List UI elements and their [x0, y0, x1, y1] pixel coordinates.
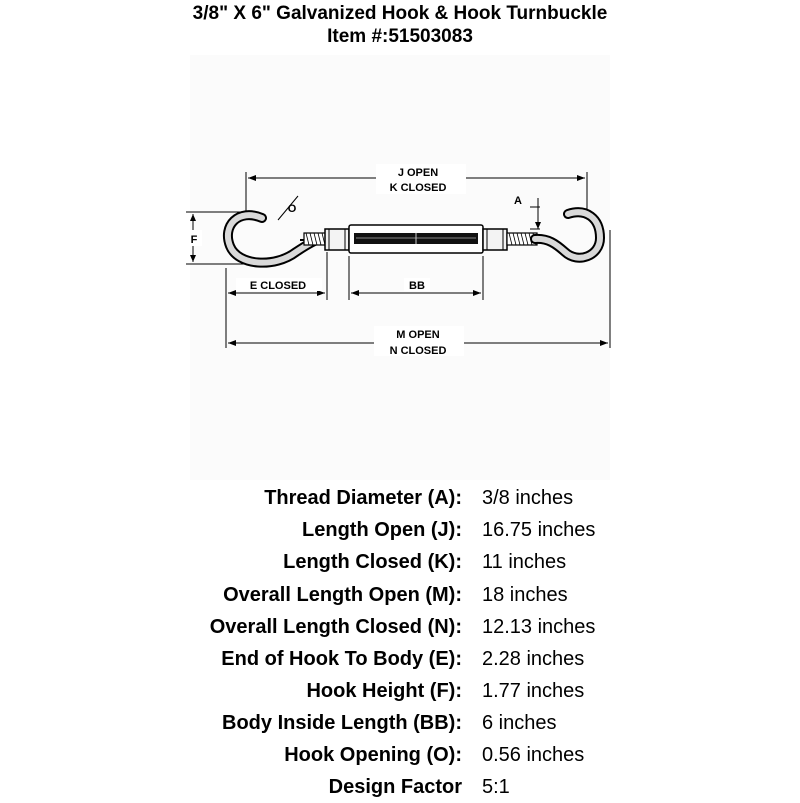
spec-row — [0, 643, 800, 675]
product-title: 3/8" X 6" Galvanized Hook & Hook Turnbuckle — [192, 3, 608, 24]
spec-row — [0, 707, 800, 739]
label-f: F — [190, 234, 198, 246]
spec-label: Thread Diameter (A): — [264, 487, 462, 509]
spec-value: 11 inches — [482, 551, 567, 573]
label-e-closed: E CLOSED — [249, 280, 307, 292]
spec-label: Length Open (J): — [302, 519, 462, 541]
spec-label: Hook Height (F): — [306, 680, 462, 702]
spec-value: 18 inches — [482, 584, 568, 606]
spec-label: Overall Length Closed (N): — [209, 616, 462, 638]
spec-row — [0, 482, 800, 514]
spec-value: 12.13 inches — [482, 616, 596, 638]
spec-value: 5:1 — [482, 776, 510, 798]
item-number: Item #:51503083 — [327, 26, 473, 47]
spec-label: Hook Opening (O): — [284, 744, 462, 766]
spec-value: 16.75 inches — [482, 519, 596, 541]
spec-row — [0, 579, 800, 611]
label-a: A — [514, 195, 522, 207]
label-bb: BB — [409, 280, 425, 292]
turnbuckle-body — [325, 225, 507, 253]
label-k-closed: K CLOSED — [389, 182, 447, 194]
diagram-background — [190, 55, 610, 480]
label-n-closed: N CLOSED — [389, 345, 447, 357]
spec-row — [0, 514, 800, 546]
spec-value: 0.56 inches — [482, 744, 585, 766]
label-o: O — [287, 203, 297, 215]
spec-row — [0, 739, 800, 771]
spec-row — [0, 546, 800, 578]
spec-label: End of Hook To Body (E): — [221, 648, 462, 670]
spec-row — [0, 771, 800, 803]
label-j-open: J OPEN — [397, 167, 439, 179]
label-m-open: M OPEN — [396, 329, 440, 341]
spec-label: Design Factor — [328, 776, 462, 798]
spec-value: 1.77 inches — [482, 680, 585, 702]
left-thread — [304, 233, 326, 245]
spec-label: Overall Length Open (M): — [223, 584, 462, 606]
spec-label: Body Inside Length (BB): — [222, 712, 462, 734]
spec-value: 2.28 inches — [482, 648, 585, 670]
spec-row — [0, 611, 800, 643]
spec-value: 3/8 inches — [482, 487, 574, 509]
spec-row — [0, 675, 800, 707]
spec-value: 6 inches — [482, 712, 557, 734]
spec-label: Length Closed (K): — [283, 551, 462, 573]
turnbuckle-diagram — [0, 55, 800, 480]
